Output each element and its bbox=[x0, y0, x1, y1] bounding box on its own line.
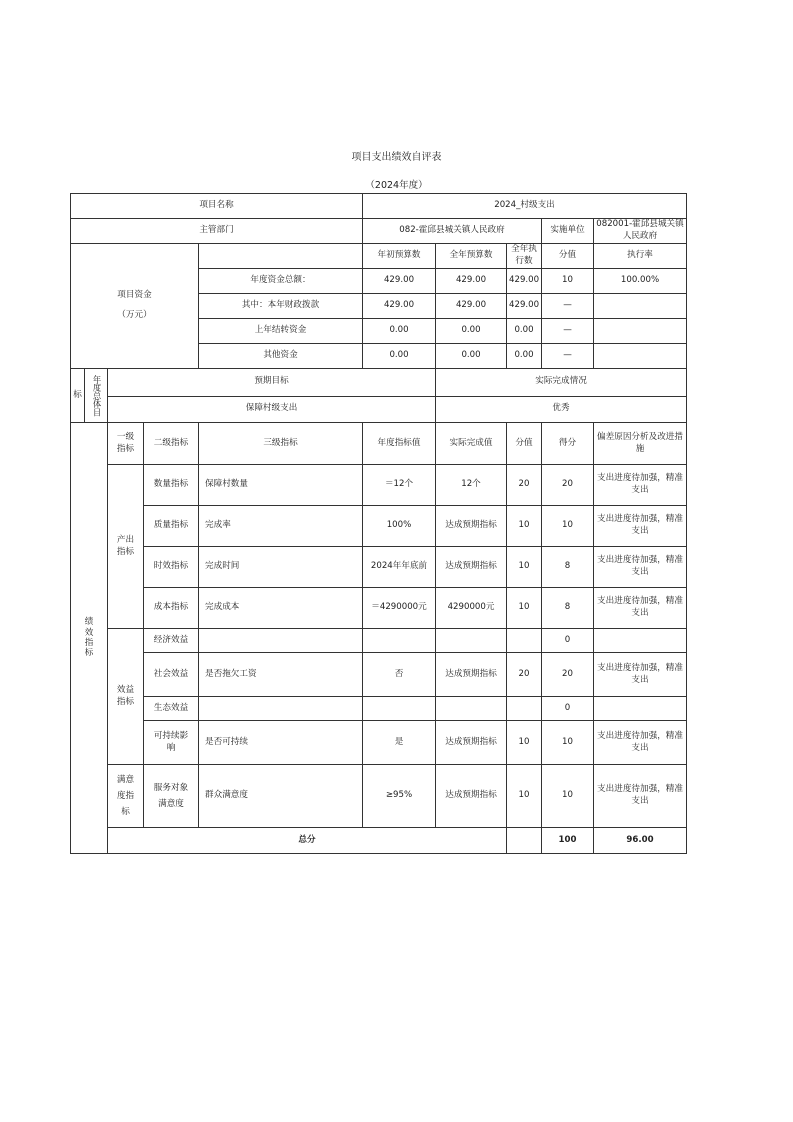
indicator-row bbox=[71, 697, 687, 721]
indicator-level2: 成本指标 bbox=[144, 588, 199, 629]
indicator-target: 2024年年底前 bbox=[363, 547, 436, 588]
indicator-target: ＝12个 bbox=[363, 465, 436, 506]
funds-row-initial: 429.00 bbox=[363, 294, 436, 319]
funds-unit: （万元） bbox=[117, 310, 152, 320]
funds-row-executed: 429.00 bbox=[507, 269, 542, 294]
indicator-level3: 完成率 bbox=[199, 506, 363, 547]
indicator-reason: 支出进度待加强，精准支出 bbox=[594, 765, 687, 828]
header-target: 年度指标值 bbox=[363, 423, 436, 465]
total-row bbox=[71, 828, 687, 854]
funds-row-score-value: — bbox=[542, 294, 594, 319]
indicator-level2-text: 可持续影响 bbox=[153, 730, 189, 753]
header-level2: 二级指标 bbox=[144, 423, 199, 465]
indicator-level3: 群众满意度 bbox=[199, 765, 363, 828]
indicator-level2: 社会效益 bbox=[144, 653, 199, 697]
page-title: 项目支出绩效自评表 bbox=[351, 152, 442, 163]
indicator-row bbox=[71, 765, 687, 828]
indicator-reason bbox=[594, 697, 687, 721]
header-reason: 偏差原因分析及改进措施 bbox=[594, 423, 687, 465]
indicator-score: 8 bbox=[542, 588, 594, 629]
indicator-score: 20 bbox=[542, 653, 594, 697]
indicator-level2: 质量指标 bbox=[144, 506, 199, 547]
indicator-level3: 完成时间 bbox=[199, 547, 363, 588]
indicator-weight: 20 bbox=[507, 653, 542, 697]
indicator-level2: 时效指标 bbox=[144, 547, 199, 588]
goals-actual-header: 实际完成情况 bbox=[436, 369, 687, 397]
indicator-score: 10 bbox=[542, 765, 594, 828]
funds-row-rate: 100.00% bbox=[594, 269, 687, 294]
indicator-weight: 10 bbox=[507, 588, 542, 629]
indicators-section-label bbox=[71, 423, 108, 854]
header-score: 得分 bbox=[542, 423, 594, 465]
header-actual: 实际完成值 bbox=[436, 423, 507, 465]
indicator-target: 否 bbox=[363, 653, 436, 697]
indicator-level3: 保障村数量 bbox=[199, 465, 363, 506]
funds-row-name: 其他资金 bbox=[199, 344, 363, 369]
indicator-reason: 支出进度待加强，精准支出 bbox=[594, 588, 687, 629]
total-score: 96.00 bbox=[594, 828, 687, 854]
funds-row-annual: 0.00 bbox=[436, 319, 507, 344]
indicator-weight bbox=[507, 697, 542, 721]
indicator-level2 bbox=[144, 721, 199, 765]
indicator-weight: 10 bbox=[507, 547, 542, 588]
funds-row-score-value: — bbox=[542, 319, 594, 344]
indicator-level3: 完成成本 bbox=[199, 588, 363, 629]
indicator-row bbox=[71, 721, 687, 765]
indicator-row bbox=[71, 465, 687, 506]
funds-row-rate bbox=[594, 294, 687, 319]
total-label: 总分 bbox=[108, 828, 507, 854]
indicator-level2: 数量指标 bbox=[144, 465, 199, 506]
project-name-row bbox=[71, 194, 687, 219]
funds-row-rate bbox=[594, 319, 687, 344]
funds-label-text: 项目资金 bbox=[117, 290, 152, 301]
funds-header-initial: 年初预算数 bbox=[363, 244, 436, 269]
header-level1-text: 一级指标 bbox=[116, 431, 135, 454]
funds-row-rate bbox=[594, 344, 687, 369]
level1-output-text: 产出指标 bbox=[116, 534, 135, 557]
indicator-score: 0 bbox=[542, 629, 594, 653]
indicator-actual bbox=[436, 697, 507, 721]
funds-row-executed: 429.00 bbox=[507, 294, 542, 319]
indicator-actual: 达成预期指标 bbox=[436, 506, 507, 547]
level1-output bbox=[108, 465, 144, 629]
indicator-reason: 支出进度待加强，精准支出 bbox=[594, 547, 687, 588]
evaluation-table bbox=[70, 193, 687, 854]
indicators-section-text: 绩效指标 bbox=[84, 617, 94, 659]
department-value: 082-霍邱县城关镇人民政府 bbox=[363, 219, 542, 244]
funds-row-executed: 0.00 bbox=[507, 344, 542, 369]
funds-label bbox=[71, 244, 199, 369]
indicator-target: ≥95% bbox=[363, 765, 436, 828]
funds-header-score-value: 分值 bbox=[542, 244, 594, 269]
indicator-actual: 达成预期指标 bbox=[436, 653, 507, 697]
indicator-actual: 达成预期指标 bbox=[436, 547, 507, 588]
indicator-level2: 经济效益 bbox=[144, 629, 199, 653]
level1-satisfaction-text: 满意度指标 bbox=[116, 774, 135, 818]
page-subtitle: （2024年度） bbox=[365, 180, 428, 191]
goals-label-top: 年度总体目 bbox=[91, 374, 102, 417]
indicator-score: 0 bbox=[542, 697, 594, 721]
header-weight: 分值 bbox=[507, 423, 542, 465]
funds-row-executed: 0.00 bbox=[507, 319, 542, 344]
funds-row-initial: 0.00 bbox=[363, 344, 436, 369]
indicator-score: 8 bbox=[542, 547, 594, 588]
level1-benefit bbox=[108, 629, 144, 765]
indicator-level3 bbox=[199, 697, 363, 721]
goals-expected-header: 预期目标 bbox=[108, 369, 436, 397]
implementing-unit-label: 实施单位 bbox=[542, 219, 594, 244]
level1-satisfaction bbox=[108, 765, 144, 828]
indicator-level3 bbox=[199, 629, 363, 653]
indicator-actual: 达成预期指标 bbox=[436, 765, 507, 828]
funds-row-initial: 0.00 bbox=[363, 319, 436, 344]
goals-expected: 保障村级支出 bbox=[108, 396, 436, 423]
funds-row-name: 其中：本年财政拨款 bbox=[199, 294, 363, 319]
indicator-weight: 10 bbox=[507, 506, 542, 547]
indicator-reason: 支出进度待加强，精准支出 bbox=[594, 721, 687, 765]
funds-row-annual: 0.00 bbox=[436, 344, 507, 369]
goals-actual: 优秀 bbox=[436, 396, 687, 423]
indicator-actual: 12个 bbox=[436, 465, 507, 506]
indicator-weight bbox=[507, 629, 542, 653]
funds-row-annual: 429.00 bbox=[436, 294, 507, 319]
funds-row-score-value: — bbox=[542, 344, 594, 369]
indicator-target: ＝4290000元 bbox=[363, 588, 436, 629]
indicator-target bbox=[363, 629, 436, 653]
funds-row-score-value: 10 bbox=[542, 269, 594, 294]
funds-header-executed: 全年执行数 bbox=[507, 244, 542, 269]
header-level1 bbox=[108, 423, 144, 465]
indicator-level2 bbox=[144, 765, 199, 828]
indicator-reason: 支出进度待加强，精准支出 bbox=[594, 465, 687, 506]
funds-row-name: 上年结转资金 bbox=[199, 319, 363, 344]
indicator-actual: 达成预期指标 bbox=[436, 721, 507, 765]
indicator-reason bbox=[594, 629, 687, 653]
total-actual-blank bbox=[507, 828, 542, 854]
indicator-row bbox=[71, 506, 687, 547]
indicator-score: 10 bbox=[542, 721, 594, 765]
indicators-header-row bbox=[71, 423, 687, 465]
indicator-target bbox=[363, 697, 436, 721]
indicator-row bbox=[71, 588, 687, 629]
implementing-unit-value: 082001-霍邱县城关镇人民政府 bbox=[594, 219, 687, 244]
funds-header-row bbox=[71, 244, 687, 269]
indicator-level3: 是否拖欠工资 bbox=[199, 653, 363, 697]
indicator-row bbox=[71, 653, 687, 697]
indicator-reason: 支出进度待加强，精准支出 bbox=[594, 506, 687, 547]
indicator-level3: 是否可持续 bbox=[199, 721, 363, 765]
indicator-actual: 4290000元 bbox=[436, 588, 507, 629]
goals-row bbox=[71, 396, 687, 423]
indicator-weight: 10 bbox=[507, 721, 542, 765]
department-label: 主管部门 bbox=[71, 219, 363, 244]
goals-label-side: 标 bbox=[71, 369, 85, 422]
project-name-value: 2024_村级支出 bbox=[363, 194, 687, 219]
indicator-target: 是 bbox=[363, 721, 436, 765]
funds-header-annual: 全年预算数 bbox=[436, 244, 507, 269]
indicator-row bbox=[71, 547, 687, 588]
indicator-actual bbox=[436, 629, 507, 653]
indicator-reason: 支出进度待加强，精准支出 bbox=[594, 653, 687, 697]
header-level3: 三级指标 bbox=[199, 423, 363, 465]
indicator-weight: 20 bbox=[507, 465, 542, 506]
indicator-target: 100% bbox=[363, 506, 436, 547]
indicator-level2-text: 服务对象满意度 bbox=[153, 782, 189, 809]
indicator-row bbox=[71, 629, 687, 653]
goals-label bbox=[71, 369, 108, 423]
project-name-label: 项目名称 bbox=[71, 194, 363, 219]
indicator-score: 20 bbox=[542, 465, 594, 506]
funds-row-initial: 429.00 bbox=[363, 269, 436, 294]
goals-header-row bbox=[71, 369, 687, 397]
funds-row-annual: 429.00 bbox=[436, 269, 507, 294]
indicator-score: 10 bbox=[542, 506, 594, 547]
funds-row-name: 年度资金总额： bbox=[199, 269, 363, 294]
level1-benefit-text: 效益指标 bbox=[116, 684, 135, 707]
department-row bbox=[71, 219, 687, 244]
indicator-level2: 生态效益 bbox=[144, 697, 199, 721]
total-weight: 100 bbox=[542, 828, 594, 854]
funds-header-rate: 执行率 bbox=[594, 244, 687, 269]
funds-header-blank bbox=[199, 244, 363, 269]
indicator-weight: 10 bbox=[507, 765, 542, 828]
